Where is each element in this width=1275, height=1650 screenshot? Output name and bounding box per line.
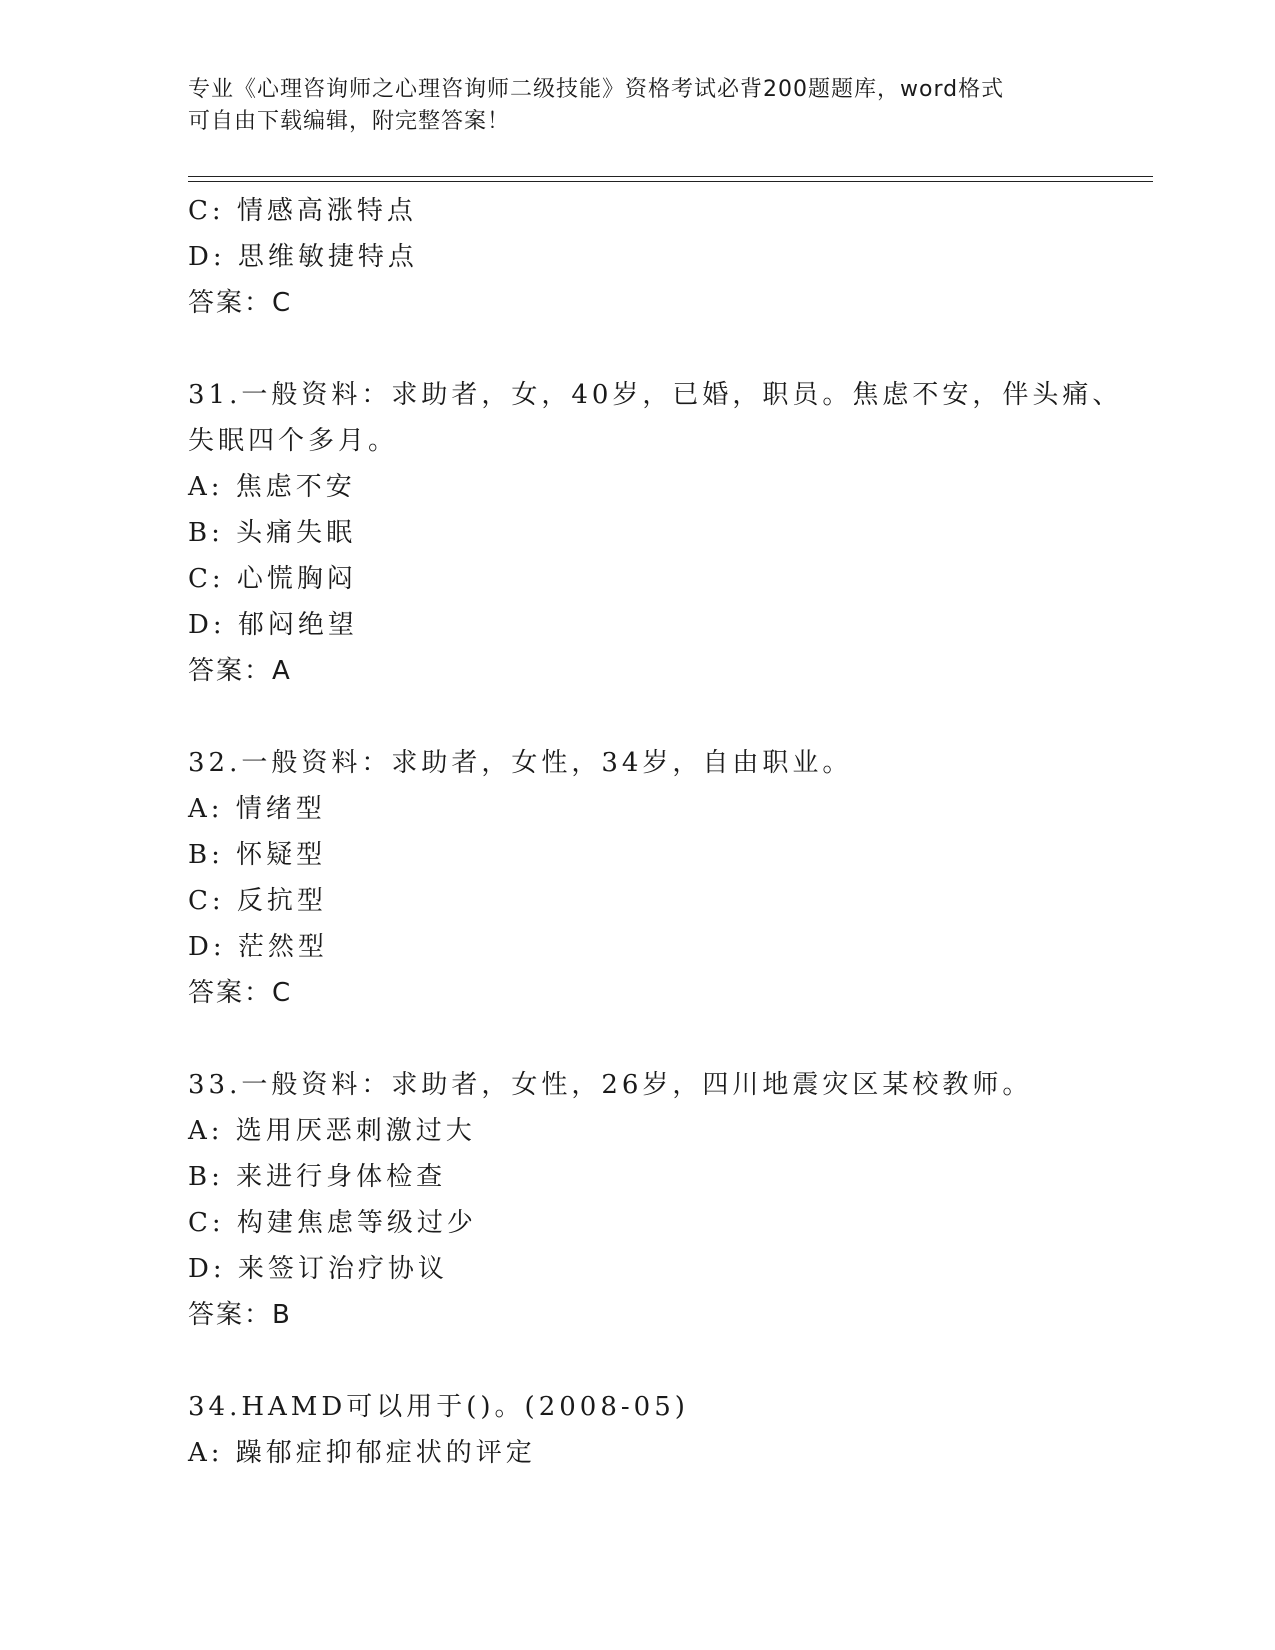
question-34 [188,1384,1088,1476]
question-33 [188,1062,1088,1338]
option-c: C: 构建焦虑等级过少 [188,1208,477,1238]
option-d: D: 郁闷绝望 [188,610,358,640]
header-title-line-1: 专业《心理咨询师之心理咨询师二级技能》资格考试必背200题题库，word格式 [188,77,1005,102]
option-b: B: 怀疑型 [188,840,327,870]
option-a: A: 躁郁症抑郁症状的评定 [188,1438,536,1468]
question-stem-continued: 失眠四个多月。 [188,426,399,456]
question-list [188,188,1123,1476]
spacer [188,1016,1088,1062]
option-c: C: 心慌胸闷 [188,564,357,594]
option-c: C: 情感高涨特点 [188,196,417,226]
question-31 [188,372,1123,694]
option-d: D: 思维敏捷特点 [188,242,418,272]
option-a: A: 情绪型 [188,794,326,824]
answer-label: 答案：C [188,288,293,318]
document-header [188,74,1068,138]
option-b: B: 头痛失眠 [188,518,357,548]
spacer [188,694,1088,740]
option-d: D: 茫然型 [188,932,328,962]
option-b: B: 来进行身体检查 [188,1162,447,1192]
header-divider-top [188,176,1153,177]
option-d: D: 来签订治疗协议 [188,1254,448,1284]
question-stem: 32.一般资料：求助者，女性，34岁，自由职业。 [188,748,853,778]
question-32 [188,740,1088,1016]
option-a: A: 焦虑不安 [188,472,356,502]
spacer [188,326,1088,372]
spacer [188,1338,1088,1384]
answer-label: 答案：C [188,978,293,1008]
answer-label: 答案：B [188,1300,292,1330]
answer-label: 答案：A [188,656,292,686]
option-a: A: 选用厌恶刺激过大 [188,1116,476,1146]
question-stem: 33.一般资料：求助者，女性，26岁，四川地震灾区某校教师。 [188,1070,1033,1100]
question-stem: 34.HAMD可以用于()。(2008-05) [188,1392,689,1422]
header-divider-bottom [188,181,1153,182]
option-c: C: 反抗型 [188,886,327,916]
header-title-line-2: 可自由下载编辑，附完整答案！ [188,109,511,134]
question-stem: 31.一般资料：求助者，女，40岁，已婚，职员。焦虑不安，伴头痛、 [188,380,1123,410]
question-30-continuation [188,188,1088,326]
